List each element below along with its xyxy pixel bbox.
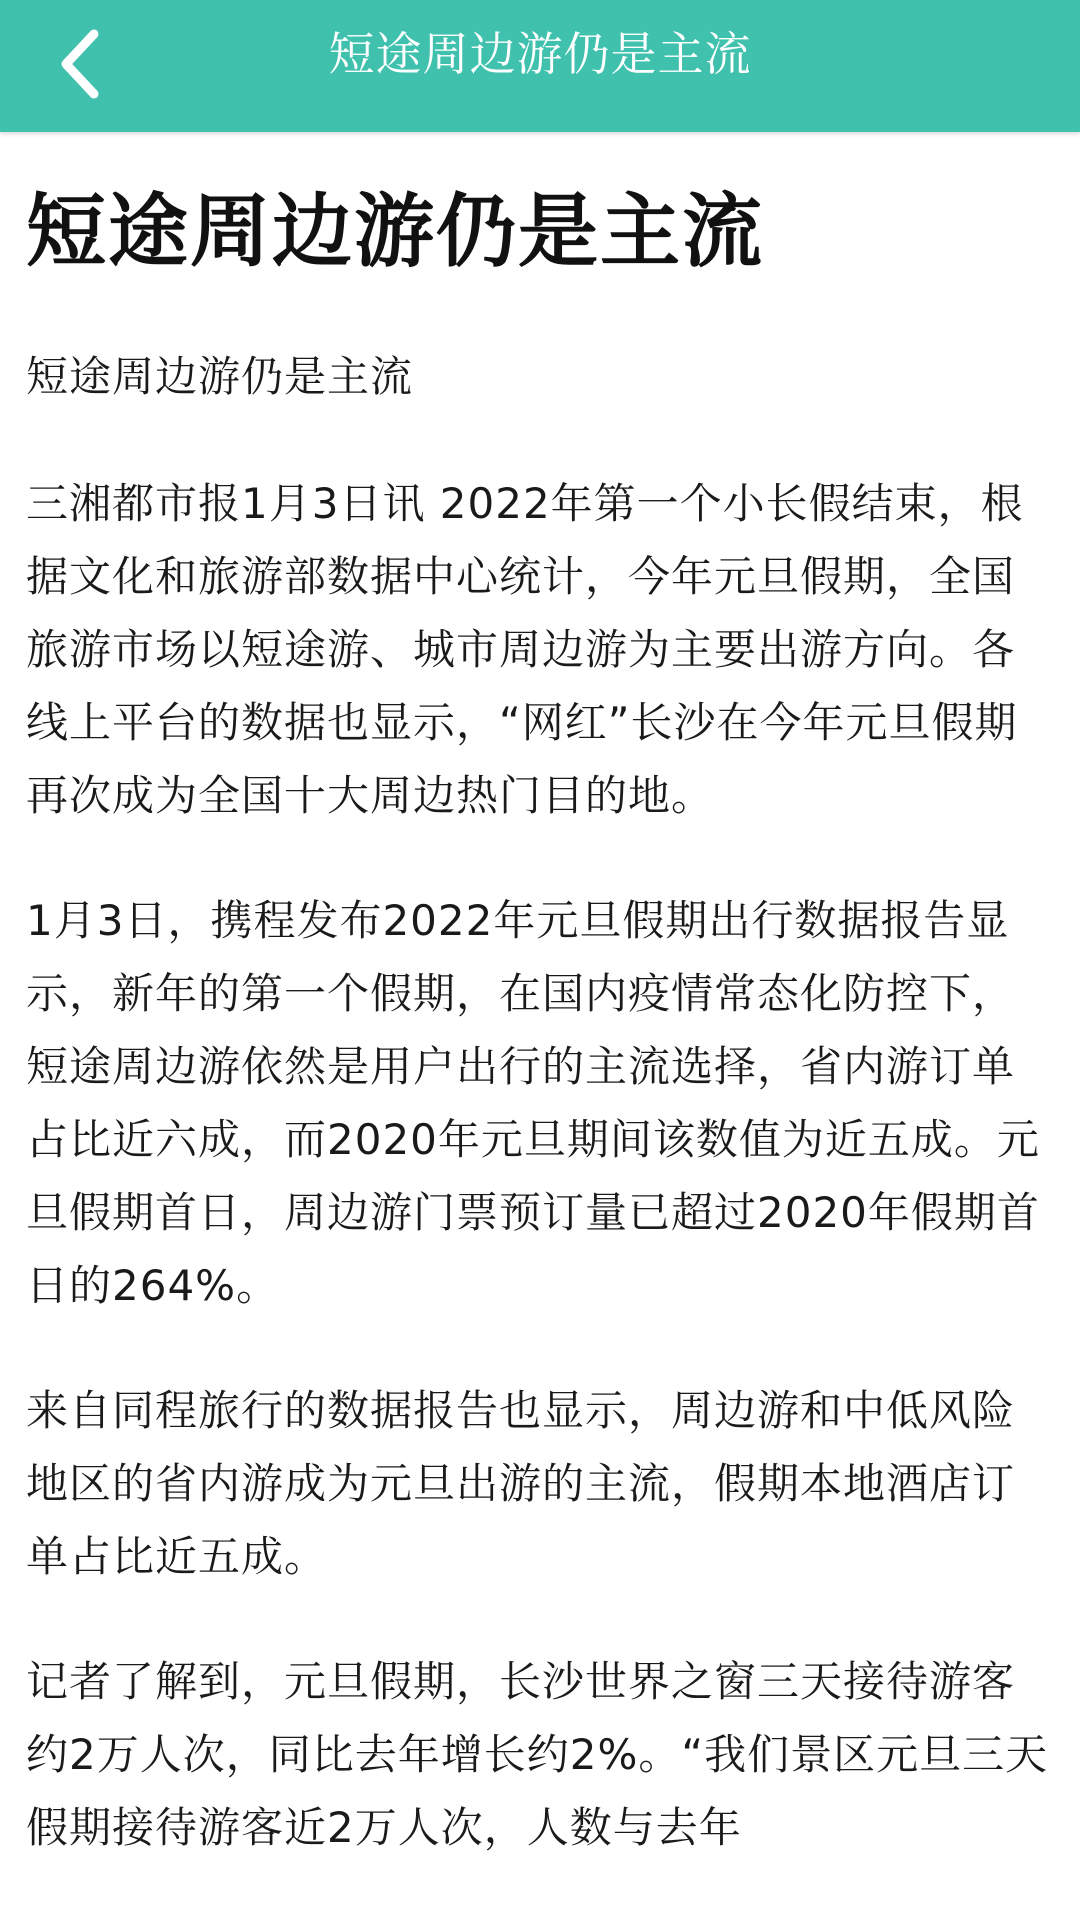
article-paragraph: 1月3日，携程发布2022年元旦假期出行数据报告显示，新年的第一个假期，在国内疫情常态化防控下，短途周边游依然是用户出行的主流选择，省内游订单占比近六成，而2020年元旦期间该数值为近五成。元旦假期首日，周边游门票预订量已超过2020年假期首日的264%。 <box>26 896 1040 1310</box>
article-paragraph: 三湘都市报1月3日讯 2022年第一个小长假结束，根据文化和旅游部数据中心统计，今年元旦假期，全国旅游市场以短途游、城市周边游为主要出游方向。各线上平台的数据也显示，“网红”长沙在今年元旦假期再次成为全国十大周边热门目的地。 <box>26 479 1024 820</box>
article-title: 短途周边游仍是主流 <box>26 185 764 278</box>
page-title: 短途周边游仍是主流 <box>328 27 752 81</box>
article-paragraph: 来自同程旅行的数据报告也显示，周边游和中低风险地区的省内游成为元旦出游的主流，假期本地酒店订单占比近五成。 <box>26 1386 1016 1581</box>
article-content <box>26 172 1056 1916</box>
top-app-bar <box>0 0 1080 132</box>
article-subtitle: 短途周边游仍是主流 <box>26 352 414 401</box>
article-paragraph: 记者了解到，元旦假期，长沙世界之窗三天接待游客约2万人次，同比去年增长约2%。“我们景区元旦三天假期接待游客近2万人次，人数与去年 <box>26 1657 1049 1852</box>
